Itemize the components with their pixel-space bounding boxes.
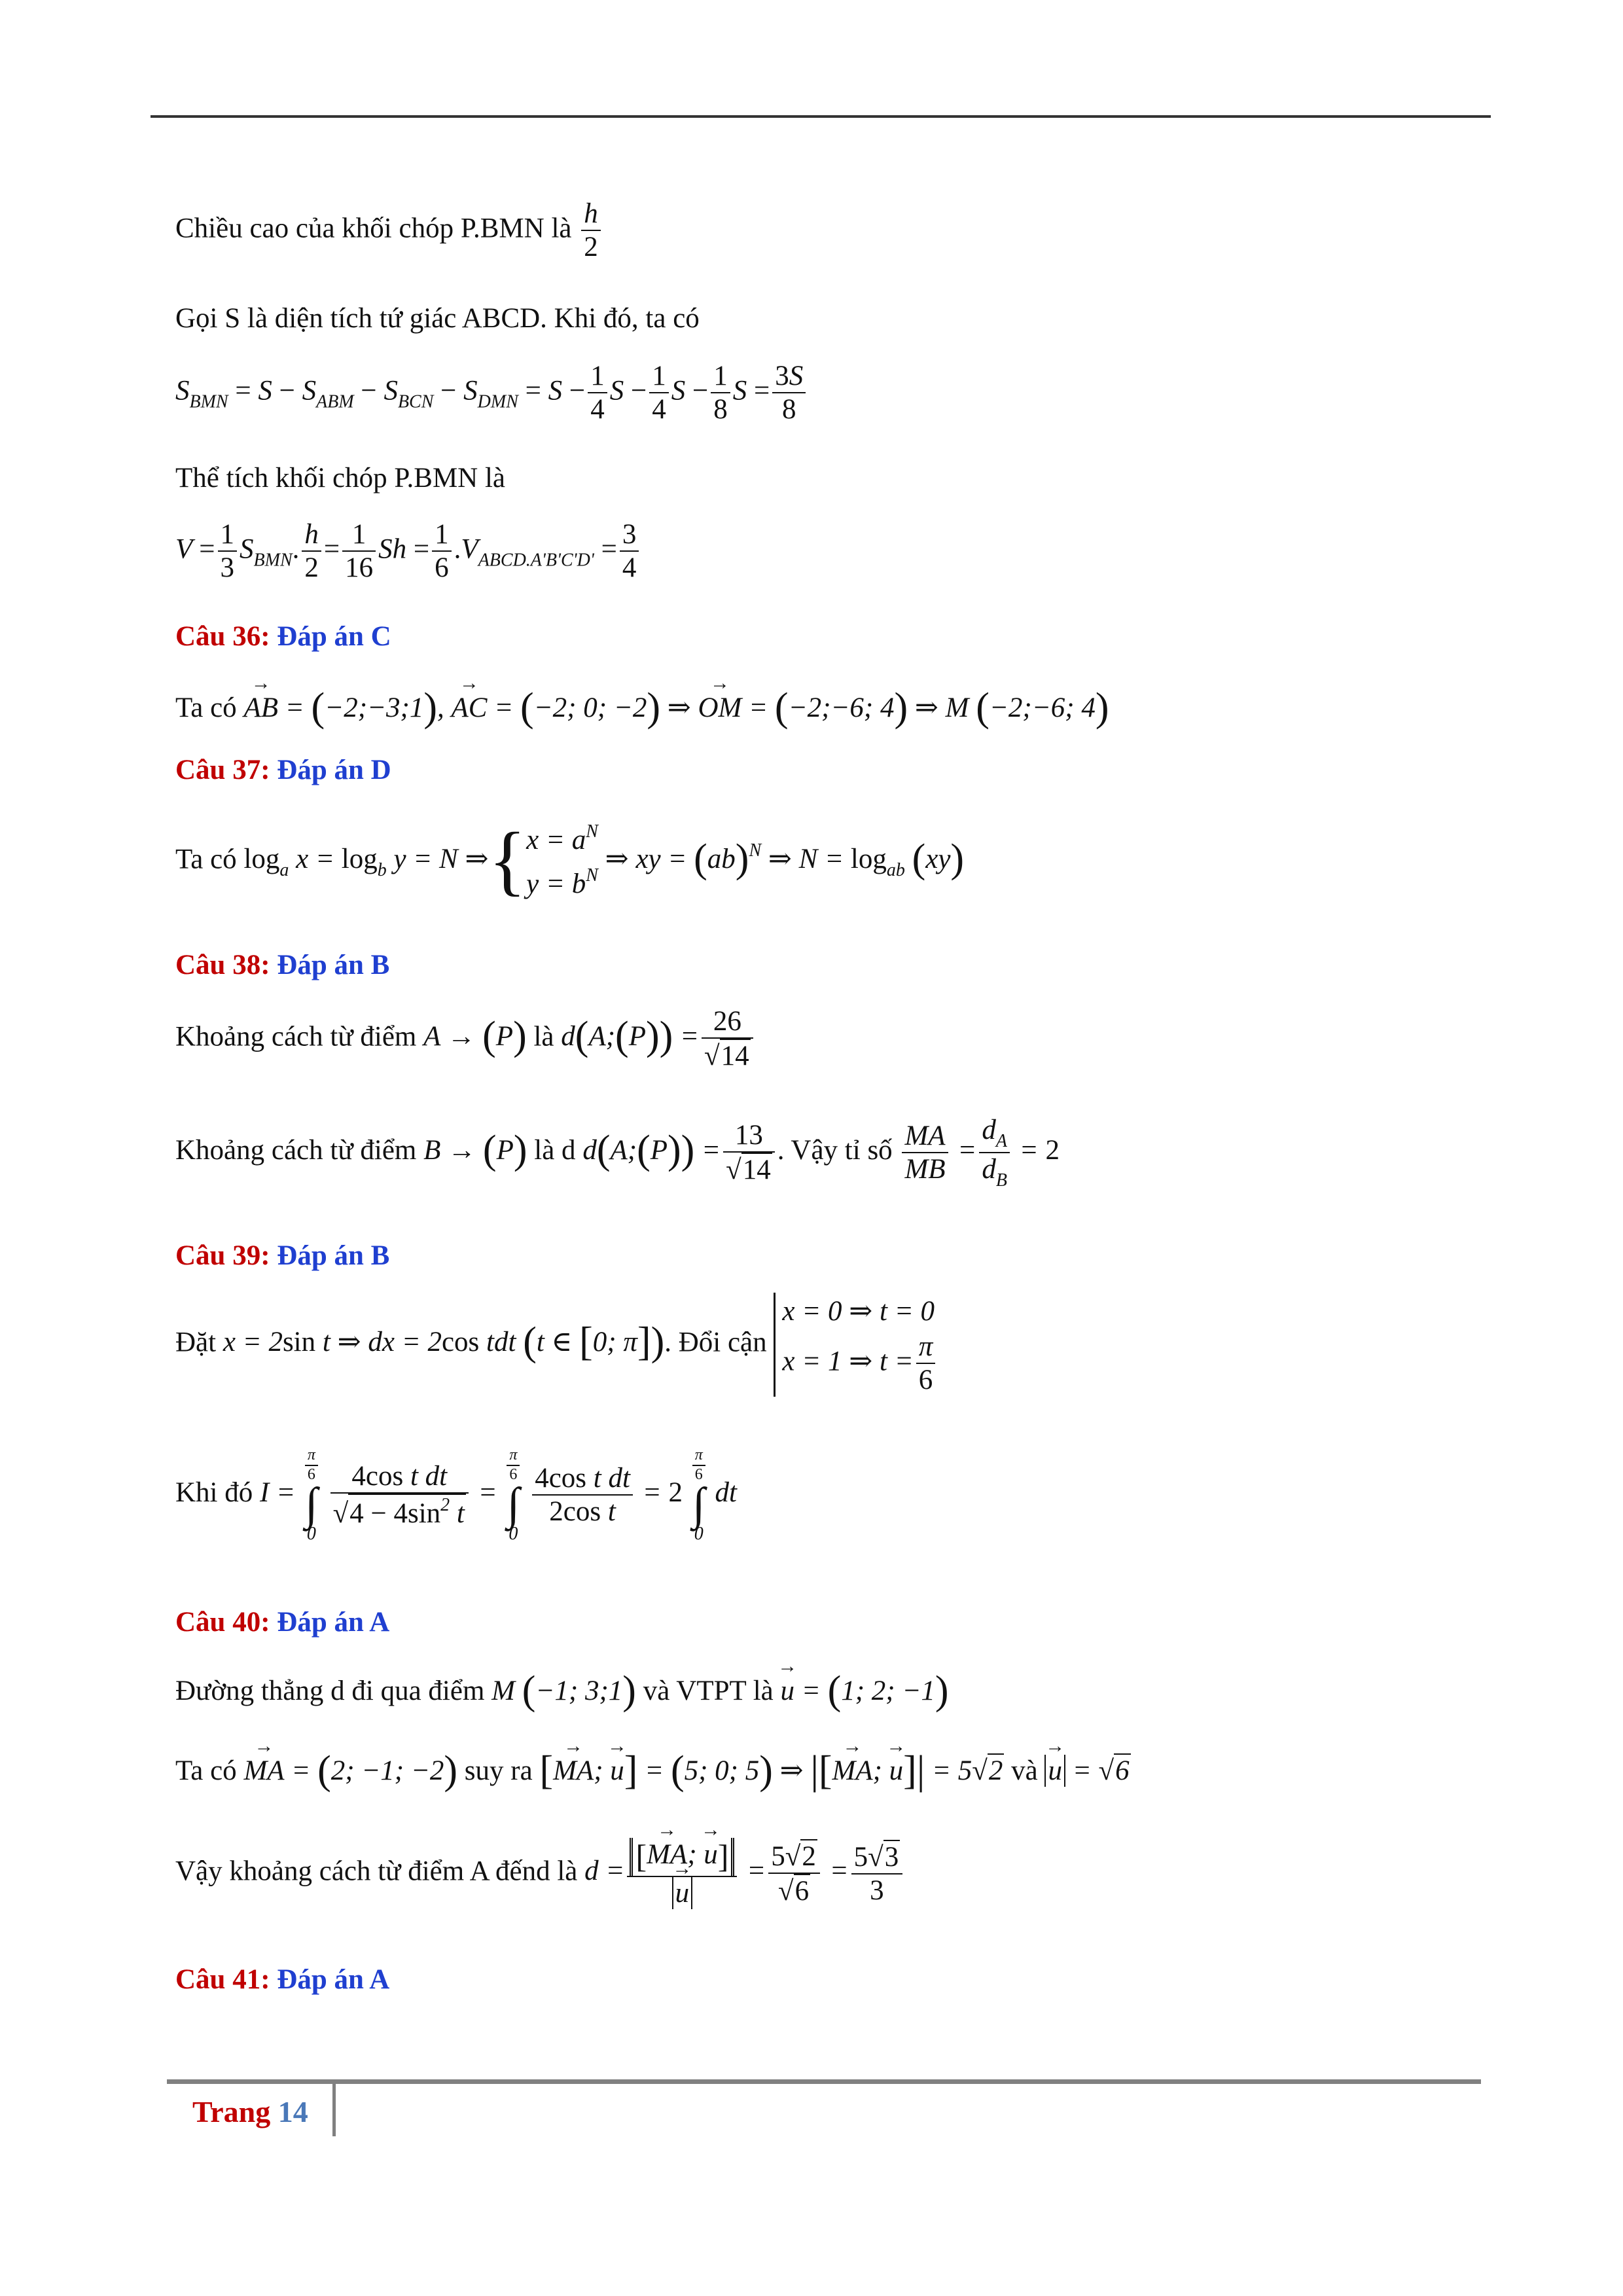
paragraph-text: Đường thẳng d đi qua điểm bbox=[175, 1676, 485, 1706]
text-line bbox=[175, 1748, 1131, 1794]
text-line bbox=[175, 198, 603, 264]
formula: → u = √6 bbox=[1044, 1755, 1130, 1786]
formula: I = $\frac{\pi}{6}$ ∫ 0 $\frac{\text{4cos t dt}}{√4 - 4\sin^2 t}$ = $\frac{\pi}{6}$ ∫ 0 $\frac{\text{4cos t dt}}{\text{2cos t}}$ = 2 $\frac{\pi}{6}$ ∫ 0 dt bbox=[260, 1446, 737, 1545]
answer-heading: Câu 38: Đáp án B bbox=[175, 950, 390, 980]
formula: d = [→ MA; → u] → u = $\frac{5√2}{√6}$ = $\frac{5√3}{3}$ bbox=[584, 1856, 905, 1886]
header-rule bbox=[151, 115, 1491, 118]
paragraph-text: Ta có bbox=[175, 1755, 237, 1786]
text-line bbox=[175, 302, 700, 334]
paragraph-text: và bbox=[1011, 1755, 1038, 1786]
formula: → u = (1; 2; −1) bbox=[781, 1676, 949, 1706]
formula: M (−1; 3;1) bbox=[491, 1668, 636, 1713]
formula: $\frac{MA}{MB}$ = $\frac{d_A}{d_B}$ = 2 bbox=[899, 1135, 1060, 1166]
paragraph-text: suy ra bbox=[464, 1755, 533, 1786]
paragraph-text: Thể tích khối chóp P.BMN là bbox=[175, 463, 506, 493]
text-line bbox=[175, 1005, 756, 1073]
footer-rule bbox=[167, 2079, 1481, 2084]
text-line bbox=[175, 818, 964, 905]
formula: $\log_a x = \log_b y = N$ ⇒{ $x = a^N$ $y = b^N$ ⇒ xy = (ab)$^N$ ⇒ $N = \log_{ab} (xy)$ bbox=[243, 816, 965, 904]
formula: A → (P) bbox=[423, 1014, 527, 1059]
paragraph-text: Ta có bbox=[175, 844, 237, 875]
text-line bbox=[175, 1838, 905, 1909]
paragraph-text: là d bbox=[534, 1135, 576, 1166]
paragraph-text: Gọi S là diện tích tứ giác ABCD. Khi đó, ta có bbox=[175, 303, 700, 334]
answer-heading: Câu 36: Đáp án C bbox=[175, 621, 391, 652]
paragraph-text: là bbox=[533, 1021, 554, 1052]
formula: [→ MA; → u] = (5; 0; 5) ⇒ |[→ MA; → u]| = 5√2 bbox=[539, 1755, 1004, 1786]
formula: $\frac{h}{2}$ bbox=[581, 198, 601, 264]
formula: d(A;(P)) = $\frac{13}{√14}$ bbox=[582, 1135, 777, 1166]
text-line bbox=[175, 685, 1109, 731]
answer-heading: Câu 41: Đáp án A bbox=[175, 1964, 390, 1995]
formula: V = $\frac{1}{3}$ $S_{BMN}$. $\frac{h}{2}$ = $\frac{1}{16}$ Sh = $\frac{1}{6}$ $.V_{ABCD.A'B'C'D'}$ = $\frac{3}{4}$ bbox=[175, 518, 641, 584]
footer-divider bbox=[332, 2084, 336, 2136]
text-line bbox=[175, 1668, 949, 1714]
paragraph-text: Khi đó bbox=[175, 1477, 253, 1508]
answer-heading: Câu 40: Đáp án A bbox=[175, 1607, 390, 1638]
page-number: Trang 14 bbox=[192, 2095, 308, 2128]
text-line bbox=[175, 1114, 1060, 1191]
answer-heading: Câu 37: Đáp án D bbox=[175, 755, 391, 785]
paragraph-text: Chiều cao của khối chóp P.BMN là bbox=[175, 213, 572, 244]
paragraph-text: Đặt bbox=[175, 1327, 217, 1358]
formula: → AB = (−2;−3;1), → AC = (−2; 0; −2) ⇒ → OM = (−2;−6; 4) ⇒ M (−2;−6; 4) bbox=[243, 692, 1109, 723]
formula: $S_{BMN} = S - S_{ABM} - S_{BCN} - S_{DMN} = S$ − $\frac{1}{4}$ S − $\frac{1}{4}$ S − $\frac{1}{8}$ S = $\frac{3S}{8}$ bbox=[175, 360, 808, 426]
paragraph-text: . Đổi cận bbox=[664, 1327, 767, 1358]
paragraph-text: . Vậy tỉ số bbox=[777, 1135, 893, 1166]
paragraph-text: Vậy khoảng cách từ điểm A đếnd là bbox=[175, 1856, 578, 1887]
paragraph-text: Khoảng cách từ điểm bbox=[175, 1135, 417, 1166]
answer-heading: Câu 39: Đáp án B bbox=[175, 1240, 390, 1271]
text-line bbox=[175, 1293, 938, 1397]
formula: x = 0 ⇒ t = 0 x = 1 ⇒ t = $\frac{\pi}{6}$ bbox=[774, 1293, 938, 1397]
formula: B → (P) bbox=[423, 1128, 527, 1173]
text-line bbox=[175, 462, 505, 494]
text-line bbox=[175, 1446, 737, 1543]
formula: x = 2sin t ⇒ dx = 2cos tdt (t ∈ [0; π]) bbox=[223, 1319, 665, 1365]
paragraph-text: Ta có bbox=[175, 692, 237, 723]
formula: → MA = (2; −1; −2) bbox=[243, 1755, 457, 1786]
formula: d(A;(P)) = $\frac{26}{√14}$ bbox=[561, 1021, 755, 1052]
paragraph-text: Khoảng cách từ điểm bbox=[175, 1021, 417, 1052]
paragraph-text: và VTPT là bbox=[643, 1676, 774, 1706]
